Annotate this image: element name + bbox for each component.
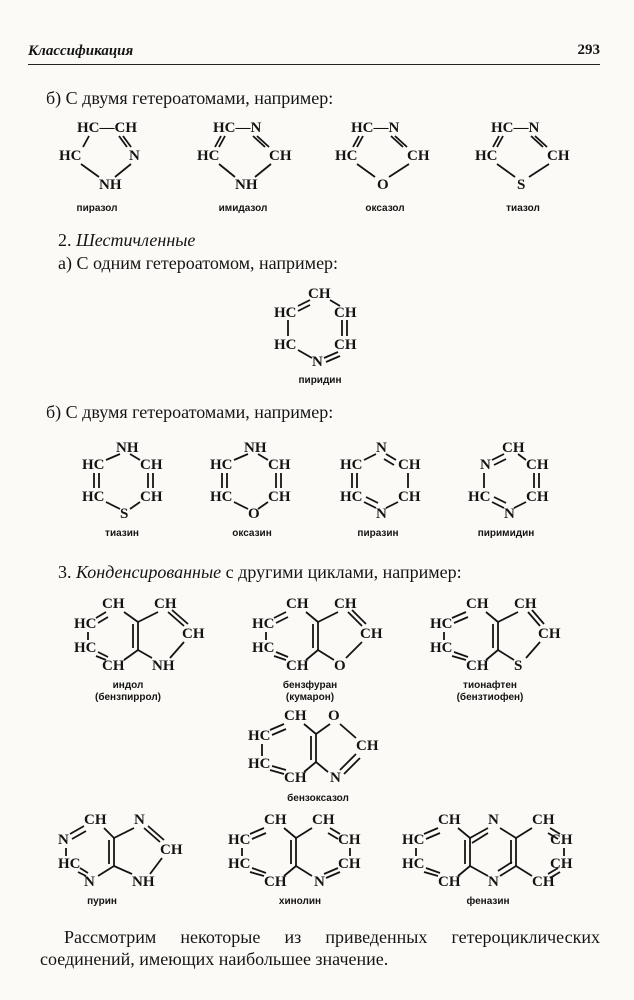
svg-text:CH: CH: [398, 457, 421, 473]
quinoline-structure: [226, 810, 376, 890]
pyridine-structure: [270, 280, 370, 370]
section-six-title: Шестичленные: [76, 230, 196, 250]
svg-text:N: N: [314, 874, 325, 890]
svg-text:NH: NH: [235, 177, 258, 193]
pyrimidine-structure: [466, 436, 566, 520]
svg-text:CH: CH: [308, 286, 331, 302]
pyrazine-structure: [338, 436, 438, 520]
svg-text:HC: HC: [274, 337, 297, 353]
section-six-one-hetero: а) С одним гетероатомом, например:: [58, 253, 339, 273]
caption-oxazine: оксазин: [232, 528, 272, 539]
svg-text:O: O: [248, 506, 260, 522]
svg-text:S: S: [517, 177, 526, 193]
svg-text:CH: CH: [356, 738, 379, 754]
svg-text:HC—N: HC—N: [213, 120, 262, 136]
svg-text:N: N: [134, 812, 145, 828]
svg-text:CH: CH: [334, 305, 357, 321]
svg-text:N: N: [480, 457, 491, 473]
svg-text:HC: HC: [59, 148, 82, 164]
svg-text:HC: HC: [248, 756, 271, 772]
svg-text:HC: HC: [248, 728, 271, 744]
svg-text:HC: HC: [82, 457, 105, 473]
svg-text:CH: CH: [102, 658, 125, 674]
svg-text:HC: HC: [430, 616, 453, 632]
section-six-number: 2.: [58, 230, 72, 250]
svg-text:N: N: [376, 440, 387, 456]
svg-text:N: N: [504, 506, 515, 522]
svg-text:CH: CH: [398, 489, 421, 505]
thiazine-structure: [80, 436, 180, 520]
caption-pyridine: пиридин: [298, 375, 342, 386]
svg-text:HC: HC: [74, 616, 97, 632]
svg-text:CH: CH: [140, 489, 163, 505]
svg-text:CH: CH: [466, 596, 489, 612]
svg-text:CH: CH: [360, 626, 383, 642]
caption-phenazine: феназин: [466, 896, 510, 907]
section-five-two-hetero: б) С двумя гетероатомами, например:: [46, 88, 334, 108]
svg-text:O: O: [334, 658, 346, 674]
oxazine-structure: [208, 436, 308, 520]
caption-benzoxazole: бензоксазол: [287, 793, 349, 804]
running-title: Классификация: [28, 43, 134, 59]
thionaphthene-structure: [428, 594, 568, 674]
svg-text:CH: CH: [102, 596, 125, 612]
svg-text:HC: HC: [210, 457, 233, 473]
svg-text:HC: HC: [340, 457, 363, 473]
svg-text:HC: HC: [228, 832, 251, 848]
svg-text:CH: CH: [550, 832, 573, 848]
svg-text:N: N: [330, 770, 341, 786]
svg-text:NH: NH: [152, 658, 175, 674]
svg-text:CH: CH: [284, 708, 307, 724]
svg-text:HC: HC: [74, 640, 97, 656]
caption-benzofuran: [283, 680, 337, 704]
svg-text:CH: CH: [269, 148, 292, 164]
caption-pyrazine: пиразин: [357, 528, 399, 539]
svg-text:CH: CH: [160, 842, 183, 858]
svg-text:N: N: [84, 874, 95, 890]
svg-text:S: S: [120, 506, 129, 522]
section-condensed-heading: [58, 562, 462, 583]
svg-text:CH: CH: [407, 148, 430, 164]
svg-text:CH: CH: [264, 874, 287, 890]
oxazole-structure: [333, 115, 433, 195]
svg-text:HC—N: HC—N: [491, 120, 540, 136]
indole-structure: [72, 594, 212, 674]
section-six-two-hetero: б) С двумя гетероатомами, например:: [46, 402, 334, 422]
svg-text:HC: HC: [210, 489, 233, 505]
svg-text:CH: CH: [547, 148, 570, 164]
svg-text:HC: HC: [475, 148, 498, 164]
svg-text:N: N: [129, 148, 140, 164]
svg-text:CH: CH: [550, 856, 573, 872]
svg-text:CH: CH: [312, 812, 335, 828]
svg-text:HC: HC: [82, 489, 105, 505]
svg-text:O: O: [377, 177, 389, 193]
svg-text:HC: HC: [340, 489, 363, 505]
imidazole-structure: [195, 115, 295, 195]
pyrazole-structure: [55, 115, 155, 195]
svg-text:N: N: [58, 832, 69, 848]
svg-text:HC: HC: [252, 616, 275, 632]
svg-text:CH: CH: [438, 812, 461, 828]
page-header: [28, 40, 600, 65]
svg-text:CH: CH: [182, 626, 205, 642]
svg-text:HC: HC: [197, 148, 220, 164]
section-six-heading: [58, 230, 195, 251]
svg-text:CH: CH: [532, 874, 555, 890]
caption-indole-alt: (бензпиррол): [94, 692, 162, 703]
caption-pyrimidine: пиримидин: [477, 528, 535, 539]
svg-text:HC—CH: HC—CH: [77, 120, 137, 136]
svg-text:CH: CH: [84, 812, 107, 828]
caption-oxazole: оксазол: [365, 203, 405, 214]
svg-text:CH: CH: [334, 337, 357, 353]
caption-indole-name: индол: [112, 680, 144, 691]
svg-text:HC—N: HC—N: [351, 120, 400, 136]
svg-text:N: N: [376, 506, 387, 522]
svg-text:HC: HC: [402, 832, 425, 848]
section-condensed-title: Конденсированные: [76, 562, 222, 582]
svg-text:CH: CH: [286, 658, 309, 674]
body-paragraph: Рассмотрим некоторые из приведенных гетероциклических соединений, имеющих наибольшее значение.: [40, 927, 600, 969]
svg-text:NH: NH: [116, 440, 139, 456]
caption-imidazole: имидазол: [218, 203, 268, 214]
svg-text:HC: HC: [335, 148, 358, 164]
phenazine-structure: [400, 810, 590, 890]
caption-indole: [95, 680, 161, 704]
section-condensed-rest: с другими циклами, например:: [225, 562, 462, 582]
caption-thionaphthene: [457, 680, 524, 704]
svg-text:O: O: [328, 708, 340, 724]
caption-quinoline: хинолин: [278, 896, 322, 907]
svg-text:CH: CH: [264, 812, 287, 828]
svg-text:HC: HC: [274, 305, 297, 321]
svg-text:CH: CH: [268, 489, 291, 505]
svg-text:N: N: [312, 354, 323, 370]
svg-text:HC: HC: [430, 640, 453, 656]
caption-thiazole: тиазол: [506, 203, 540, 214]
benzoxazole-structure: [246, 706, 386, 786]
svg-text:CH: CH: [268, 457, 291, 473]
svg-text:N: N: [488, 874, 499, 890]
svg-text:CH: CH: [514, 596, 537, 612]
svg-text:CH: CH: [538, 626, 561, 642]
svg-text:CH: CH: [154, 596, 177, 612]
caption-purine: пурин: [87, 896, 117, 907]
svg-text:NH: NH: [99, 177, 122, 193]
svg-text:HC: HC: [468, 489, 491, 505]
svg-text:HC: HC: [402, 856, 425, 872]
svg-text:CH: CH: [438, 874, 461, 890]
svg-text:CH: CH: [532, 812, 555, 828]
caption-pyrazole: пиразол: [76, 203, 118, 214]
caption-thiazine: тиазин: [105, 528, 139, 539]
page-number: 293: [577, 42, 600, 58]
svg-text:HC: HC: [252, 640, 275, 656]
svg-text:HC: HC: [228, 856, 251, 872]
svg-text:NH: NH: [132, 874, 155, 890]
svg-text:CH: CH: [526, 489, 549, 505]
caption-thionaphthene-alt: (бензтиофен): [456, 692, 524, 703]
svg-text:CH: CH: [334, 596, 357, 612]
caption-benzofuran-name: бензфуран: [282, 680, 338, 691]
svg-text:HC: HC: [58, 856, 81, 872]
svg-text:CH: CH: [526, 457, 549, 473]
svg-text:CH: CH: [286, 596, 309, 612]
svg-text:CH: CH: [466, 658, 489, 674]
svg-text:CH: CH: [502, 440, 525, 456]
thiazole-structure: [473, 115, 573, 195]
svg-text:NH: NH: [244, 440, 267, 456]
caption-benzofuran-alt: (кумарон): [285, 692, 335, 703]
svg-text:CH: CH: [338, 832, 361, 848]
section-condensed-number: 3.: [58, 562, 72, 582]
svg-text:CH: CH: [338, 856, 361, 872]
benzofuran-structure: [250, 594, 390, 674]
purine-structure: [58, 810, 198, 890]
svg-text:N: N: [488, 812, 499, 828]
svg-text:CH: CH: [140, 457, 163, 473]
svg-text:CH: CH: [284, 770, 307, 786]
caption-thionaphthene-name: тионафтен: [463, 680, 517, 691]
svg-text:S: S: [514, 658, 523, 674]
